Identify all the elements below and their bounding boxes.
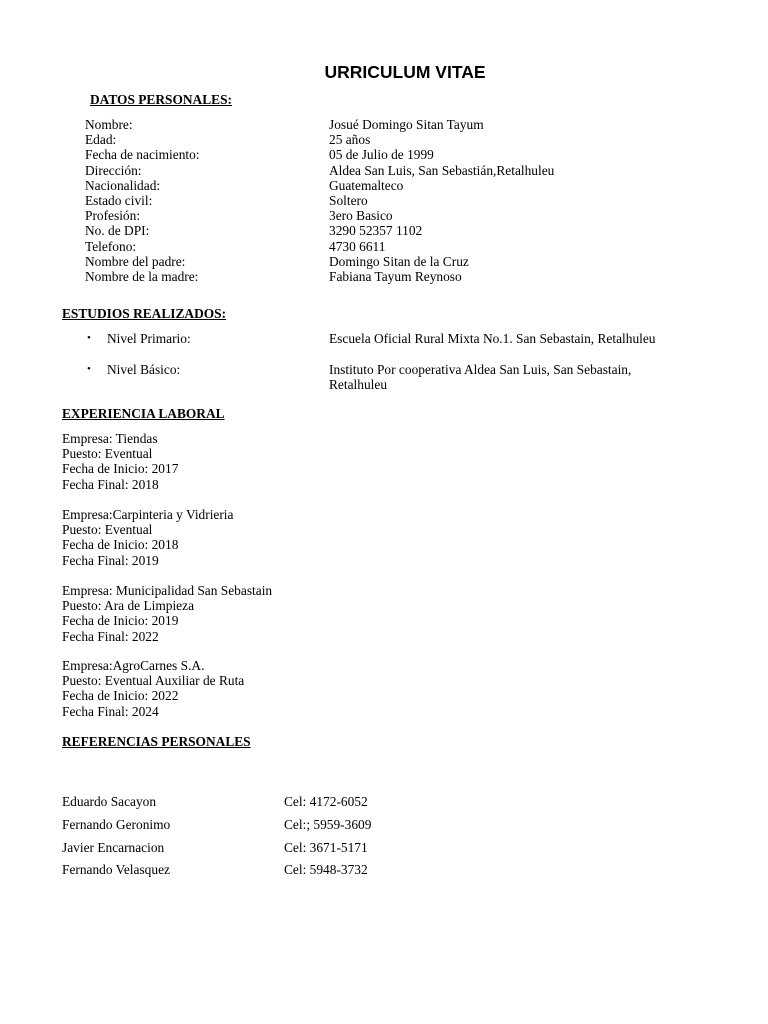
personal-value: Fabiana Tayum Reynoso xyxy=(329,269,462,285)
job-position: Puesto: Eventual xyxy=(62,522,153,538)
job-company: Empresa: Tiendas xyxy=(62,431,158,446)
personal-value: 4730 6611 xyxy=(329,238,386,254)
personal-value: Guatemalteco xyxy=(329,177,404,193)
personal-label: Fecha de nacimiento: xyxy=(85,147,200,163)
references-table xyxy=(62,794,484,878)
personal-value: Soltero xyxy=(329,193,368,209)
reference-phone: Cel: 3671-5171 xyxy=(284,839,368,855)
personal-label: Dirección: xyxy=(85,162,142,178)
personal-value: Josué Domingo Sitan Tayum xyxy=(329,117,484,132)
study-school: Escuela Oficial Rural Mixta No.1. San Sebastain, Retalhuleu xyxy=(329,331,656,346)
reference-name: Fernando Velasquez xyxy=(62,862,170,878)
job-start: Fecha de Inicio: 2019 xyxy=(62,613,179,629)
job-end: Fecha Final: 2018 xyxy=(62,476,159,492)
reference-name: Javier Encarnacion xyxy=(62,839,165,855)
reference-phone: Cel: 4172-6052 xyxy=(284,794,368,809)
job-end: Fecha Final: 2019 xyxy=(62,552,159,568)
reference-phone: Cel: 5948-3732 xyxy=(284,862,368,878)
personal-label: Edad: xyxy=(85,132,117,148)
job-company: Empresa:Carpinteria y Vidrieria xyxy=(62,507,234,522)
reference-name: Eduardo Sacayon xyxy=(62,794,157,809)
document-title: URRICULUM VITAE xyxy=(324,62,486,82)
personal-label: Estado civil: xyxy=(85,193,153,209)
job-entry xyxy=(62,658,244,719)
job-entry xyxy=(62,431,178,492)
job-end: Fecha Final: 2022 xyxy=(62,628,159,644)
studies-heading: ESTUDIOS REALIZADOS: xyxy=(62,306,227,321)
personal-label: Profesión: xyxy=(85,208,141,224)
job-start: Fecha de Inicio: 2018 xyxy=(62,537,179,553)
study-level: Nivel Básico: xyxy=(107,362,181,377)
personal-value: 25 años xyxy=(329,132,371,148)
references-heading: REFERENCIAS PERSONALES xyxy=(62,734,251,749)
experience-heading: EXPERIENCIA LABORAL xyxy=(62,406,225,421)
personal-value: Aldea San Luis, San Sebastián,Retalhuleu xyxy=(329,162,555,178)
personal-value: Domingo Sitan de la Cruz xyxy=(329,253,469,269)
study-level: Nivel Primario: xyxy=(107,331,191,346)
reference-phone: Cel:; 5959-3609 xyxy=(284,816,372,832)
job-end: Fecha Final: 2024 xyxy=(62,703,159,719)
personal-label: Nombre del padre: xyxy=(85,253,186,269)
job-entry xyxy=(62,507,233,568)
job-company: Empresa: Municipalidad San Sebastain xyxy=(62,583,273,598)
job-company: Empresa:AgroCarnes S.A. xyxy=(62,658,205,673)
bullet-icon: • xyxy=(87,332,91,344)
job-position: Puesto: Ara de Limpieza xyxy=(62,598,195,614)
job-entry xyxy=(62,583,272,644)
personal-value: 3ero Basico xyxy=(329,208,393,224)
personal-label: Nacionalidad: xyxy=(85,177,161,193)
reference-name: Fernando Geronimo xyxy=(62,816,171,832)
bullet-icon: • xyxy=(87,363,91,375)
personal-value: 3290 52357 1102 xyxy=(329,223,423,239)
job-start: Fecha de Inicio: 2022 xyxy=(62,688,179,704)
personal-label: Nombre de la madre: xyxy=(85,269,199,285)
job-position: Puesto: Eventual Auxiliar de Ruta xyxy=(62,673,245,689)
study-school: Instituto Por cooperativa Aldea San Luis, San Sebastain, xyxy=(329,362,632,377)
study-school-block xyxy=(329,362,631,392)
personal-data-table xyxy=(85,117,749,284)
personal-label: Nombre: xyxy=(85,117,133,132)
personal-label: Telefono: xyxy=(85,238,137,254)
personal-label: No. de DPI: xyxy=(85,223,150,239)
job-start: Fecha de Inicio: 2017 xyxy=(62,461,179,477)
personal-data-heading: DATOS PERSONALES: xyxy=(90,92,232,107)
study-school-cont: Retalhuleu xyxy=(329,377,388,393)
job-position: Puesto: Eventual xyxy=(62,446,153,462)
personal-value: 05 de Julio de 1999 xyxy=(329,147,434,163)
